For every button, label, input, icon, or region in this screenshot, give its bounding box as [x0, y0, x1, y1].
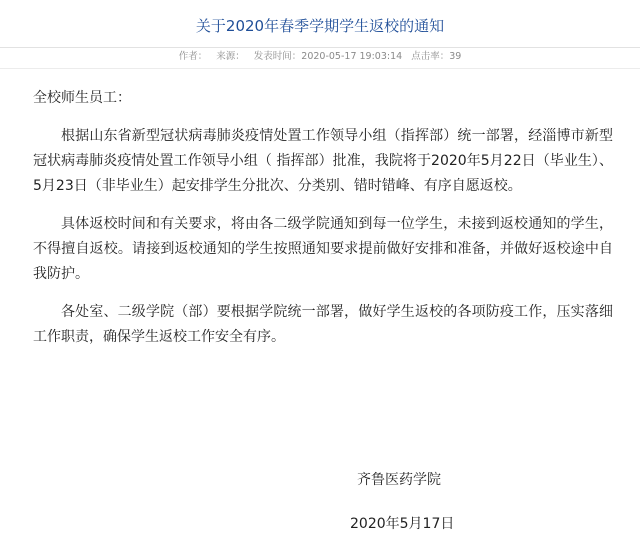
article-meta [0, 50, 640, 64]
meta-published: 发表时间：2020-05-17 19:03:14 [253, 51, 403, 62]
meta-clicks: 点击率：39 [411, 51, 462, 62]
paragraph-2: 具体返校时间和有关要求，将由各二级学院通知到每一位学生，未接到返校通知的学生，不得擅自返校。请接到返校通知的学生按照通知要求提前做好安排和准备，并做好返校途中自我防护。 [33, 216, 613, 282]
greeting: 全校师生员工： [33, 90, 131, 106]
meta-source: 来源： [216, 51, 245, 62]
paragraph-1: 根据山东省新型冠状病毒肺炎疫情处置工作领导小组（指挥部）统一部署，经淄博市新型冠状病毒肺炎疫情处置工作领导小组（ 指挥部）批准，我院将于2020年5月22日（毕业生）、5月23日（非毕业生）起安排学生分批次、分类别、错时错峰、有序自愿返校。 [33, 128, 613, 194]
divider [0, 68, 640, 69]
divider [0, 47, 640, 48]
paragraph-3: 各处室、二级学院（部）要根据学院统一部署，做好学生返校的各项防疫工作，压实落细工作职责，确保学生返校工作安全有序。 [33, 304, 613, 345]
article-body [33, 86, 613, 363]
issue-date: 2020年5月17日 [350, 516, 455, 532]
article-title: 关于2020年春季学期学生返校的通知 [195, 17, 445, 35]
meta-author: 作者： [178, 51, 208, 62]
signature: 齐鲁医药学院 [357, 472, 441, 488]
